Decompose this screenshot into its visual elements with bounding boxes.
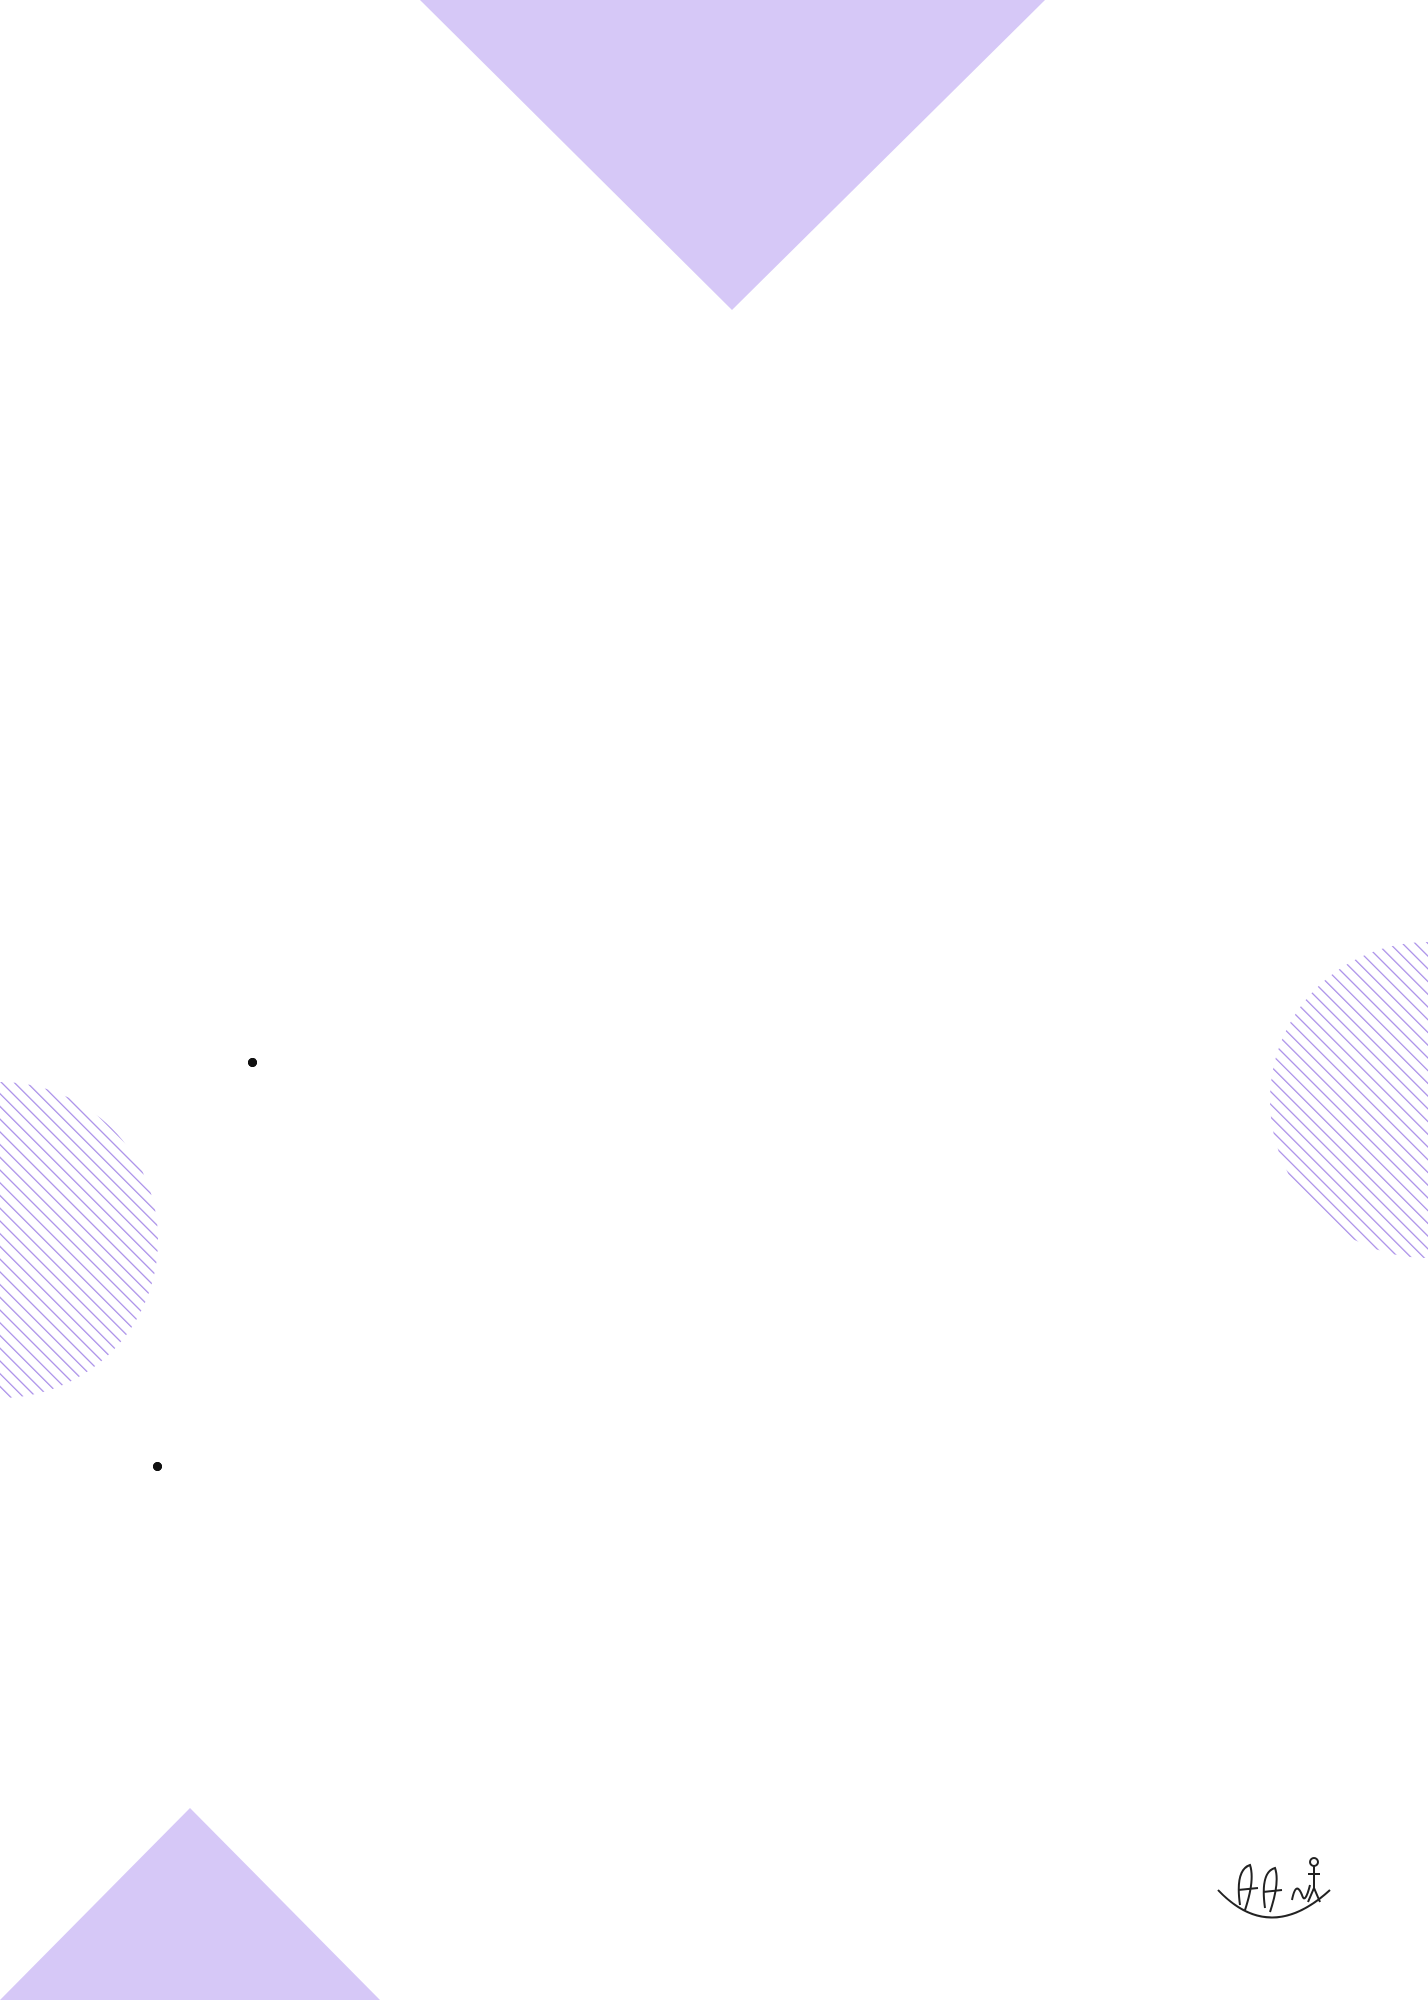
hatched-circle-right [1270,942,1428,1258]
page-title [0,345,1428,423]
subtitle [100,545,1328,633]
bottom-triangle [0,1808,380,2000]
logo-signature-icon [1210,1850,1340,1940]
top-triangle [420,0,1045,310]
hatched-circle-left [0,1082,158,1398]
